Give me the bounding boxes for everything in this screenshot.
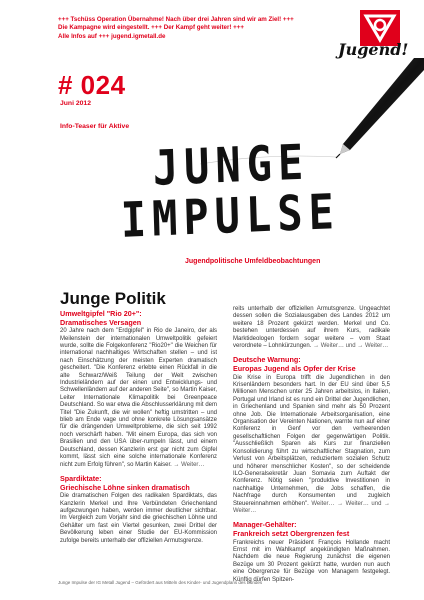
article-body	[233, 306, 390, 350]
ticker-line-3[interactable]: Alle Infos auf +++ jugend.igmetall.de	[58, 32, 166, 40]
article-text: Die Krise in Europa trifft die Jugendlichen in den Krisenländern besonders hart. In der EU sind über 5,5 Millionen Menschen unter 25 Jahren arbeitslos, in Italien, Portugal und Irland ist es rund ein Drittel der Jugendlichen, in Griechenland und Spanien sind mehr als 50 Prozent ohne Job. Die Internationale Arbeitsorganisation, eine Organisation der Vereinten Nationen, warnte nun auf einer Konferenz in Genf vor den verheerenden gesellschaftlichen Folgen der gegenwärtigen Politik. "Ausschließlich Sparen als Kurs zur finanziellen Konsolidierung führt zu wirtschaftlicher Stagnation, zum Verlust von Arbeitsplätzen, reduziertem sozialen Schutz und höherer menschlicher Kosten", so der scheidende ILO-Generalsekretär Juan Somavia zum Auftakt der Konferenz. Nötig seien "produktive Investitionen in nachhaltige Unternehmen, die Jobs schaffen, die Nachfrage durch Konsumenten und zugleich Steuereinnahmen erhöhen".	[233, 374, 390, 507]
right-column	[233, 306, 390, 590]
article	[233, 306, 390, 350]
article-kicker: Manager-Gehälter:	[233, 520, 297, 530]
section-title: Junge Politik	[60, 289, 166, 308]
left-column	[60, 310, 217, 551]
article-headline: Dramatisches Versagen	[60, 317, 142, 327]
masthead	[60, 133, 360, 270]
ticker-line-1: +++ Tschüss Operation Übernahme! Nach über drei Jahren sind wir am Ziel! +++	[58, 16, 294, 23]
masthead-subtitle: Jugendpolitische Umfeldbeobachtungen	[185, 258, 321, 265]
more-link[interactable]: → Weiter…	[173, 461, 205, 468]
more-link[interactable]: → Weiter… und → Weiter…	[313, 343, 389, 350]
issue-subtitle: Info-Teaser für Aktive	[60, 123, 130, 130]
issue-number: # 024	[58, 70, 126, 100]
footer-note: Junge Impulse der IG Metall Jugend – Gefördert aus Mitteln des Kinder- und Jugendplans des Bundes	[58, 580, 263, 585]
article-body	[233, 540, 390, 584]
article-headline: Griechische Löhne sinken dramatisch	[60, 482, 190, 492]
article-headline: Frankreich setzt Obergrenzen fest	[233, 528, 350, 538]
news-ticker	[58, 16, 338, 41]
article-body	[233, 375, 390, 516]
article-text: 20 Jahre nach dem "Erdgipfel" in Rio de Janeiro, der als Meilenstein der internationalen Umweltpolitik gefeiert wurde, sollte die Folgekonferenz "Rio20+" die Weichen für international nachhaltiges Wirtschaften stellen – und ist nach Einschätzung der meisten Experten dramatisch gescheitert. "Die Konferenz erlebte einen Rückfall in die alte Schwarz/Weiß Teilung der Welt zwischen Industrieländern auf der einen und Entwicklungs- und Schwellenländern auf der anderen Seite", so Martin Kaiser, Leiter Internationale Klimapolitik bei Greenpeace Deutschland. So war etwa die Abschlusserklärung mit dem Titel "Die Zukunft, die wir wollen" heftig umstritten – und blieb am Ende vage und ohne konkrete Lösungsansätze für die drängenden Umweltprobleme, die sich seit 1992 noch verschärft haben. "Mit einem Europa, das sich von Brasilien und den USA über-rumpeln lässt, und einem Deutschland, dessen Kanzlerin erst gar nicht zum Gipfel kommt, lässt sich eine solche internationale Konferenz nicht zum Erfolg führen", so Martin Kaiser.	[60, 328, 217, 468]
article-text: Die dramatischen Folgen des radikalen Spardiktats, das Kanzlerin Merkel und Ihre Verbündeten Griechenland aufgezwungen haben, werden immer deutlicher sichtbar. Im Vergleich zum Vorjahr sind die griechischen Löhne und Gehälter um fast ein Viertel gesunken, zwei Drittel der Bevölkerung leben einer Studie der EU-Kommission zufolge bereits unterhalb der offiziellen Armutsgrenze.	[60, 493, 217, 544]
issue-date: Juni 2012	[60, 100, 91, 107]
ticker-line-2: Die Kampagne wird eingestellt. +++ Der Kampf geht weiter! +++	[58, 24, 245, 32]
article	[233, 356, 390, 515]
article-text: Frankreichs neuer Präsident François Hollande macht Ernst mit im Wahlkampf angekündigten Maßnahmen. Nachdem die neue Regierung zunächst die eigenen Bezüge um 30 Prozent gekürzt hatte, wurden nun auch eine Obergrenze für Bezüge von Managern festgelegt. Künftig dürfen Spitzen-	[233, 539, 390, 583]
article	[233, 521, 390, 584]
article-kicker: Deutsche Warnung:	[233, 355, 301, 365]
article-body	[60, 493, 217, 545]
logo-script-text: Jugend!	[338, 40, 409, 59]
more-link[interactable]: Weiter… → Weiter… und → Weiter…	[233, 500, 390, 514]
masthead-line-1: JUNGE	[152, 133, 311, 197]
article-body	[60, 328, 217, 469]
article-kicker: Umweltgipfel "Rio 20+":	[60, 309, 142, 318]
article	[60, 475, 217, 545]
article-text: reits unterhalb der offiziellen Armutsgrenze. Ungeachtet dessen sollen die Sozialausgaben des Landes 2012 um weitere 18 Prozent gekürzt werden. Merkel und Co. bestehen unterdessen auf ihrem Kurs, radikale Marktideologen fordern sogar weitere – vom Staat verordnete – Lohnkürzungen.	[233, 306, 390, 350]
masthead-line-2: IMPULSE	[120, 183, 341, 249]
article-kicker: Spardiktate:	[60, 473, 102, 483]
article-headline: Europas Jugend als Opfer der Krise	[233, 364, 356, 374]
article	[60, 310, 217, 469]
